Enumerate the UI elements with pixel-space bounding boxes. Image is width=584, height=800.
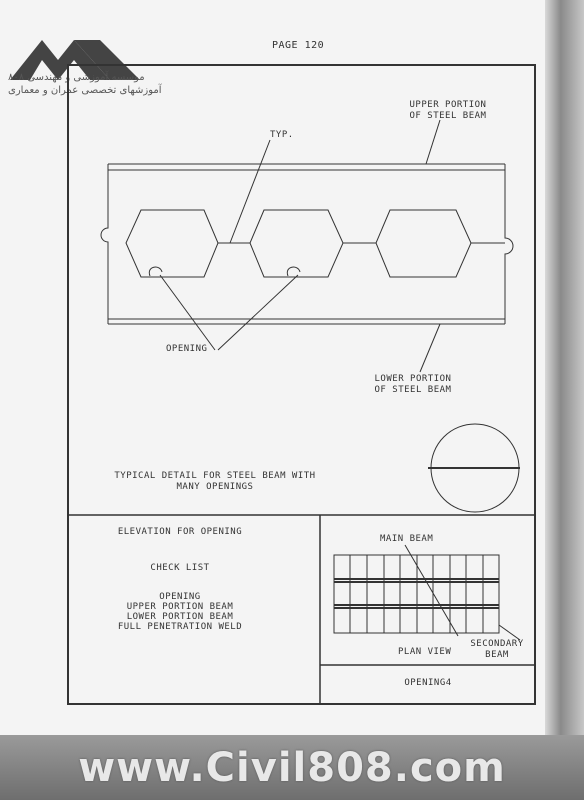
upper-portion-label-1: UPPER PORTION	[409, 100, 487, 110]
hexagonal-opening-1	[126, 210, 218, 277]
logo-text-line-1: موسسه آموزشی و مهندسی ۸۰۸	[8, 72, 145, 83]
lower-portion-label-2: OF STEEL BEAM	[374, 385, 452, 395]
beam-left-end	[101, 164, 108, 324]
caption-line-2: MANY OPENINGS	[176, 482, 254, 492]
plan-view-label: PLAN VIEW	[398, 647, 452, 657]
hexagonal-opening-3	[376, 210, 471, 277]
checklist-item: UPPER PORTION BEAM	[126, 602, 234, 612]
weld-mark-1	[149, 267, 162, 276]
beam-right-end	[505, 164, 513, 324]
lower-portion-leader	[420, 324, 440, 372]
checklist-title: CHECK LIST	[150, 563, 210, 573]
secondary-beam-label-1: SECONDARY	[470, 639, 524, 649]
typ-label: TYP.	[270, 130, 294, 140]
secondary-beam-leader	[499, 625, 520, 640]
title-block-label: OPENING4	[404, 678, 452, 688]
watermark-text: www.Civil808.com	[78, 745, 506, 791]
opening-leader-1	[160, 275, 215, 350]
plan-secondary-beams	[350, 555, 483, 633]
page-number: PAGE 120	[272, 40, 325, 51]
hexagonal-opening-2	[250, 210, 343, 277]
typ-leader	[230, 140, 270, 243]
notes-title: ELEVATION FOR OPENING	[117, 527, 243, 537]
upper-portion-leader	[426, 120, 440, 164]
checklist-item: OPENING	[159, 592, 201, 602]
checklist-item: LOWER PORTION BEAM	[126, 612, 234, 622]
opening-label: OPENING	[166, 344, 208, 354]
caption-line-1: TYPICAL DETAIL FOR STEEL BEAM WITH	[114, 471, 316, 481]
lower-portion-label-1: LOWER PORTION	[374, 374, 452, 384]
logo-text-line-2: آموزشهای تخصصی عمران و معماری	[8, 85, 162, 96]
main-beam-label: MAIN BEAM	[380, 534, 434, 544]
upper-portion-label-2: OF STEEL BEAM	[409, 111, 487, 121]
weld-mark-2	[287, 267, 300, 276]
opening-leader-2	[218, 275, 298, 350]
secondary-beam-label-2: BEAM	[485, 650, 509, 660]
checklist-item: FULL PENETRATION WELD	[117, 622, 243, 632]
